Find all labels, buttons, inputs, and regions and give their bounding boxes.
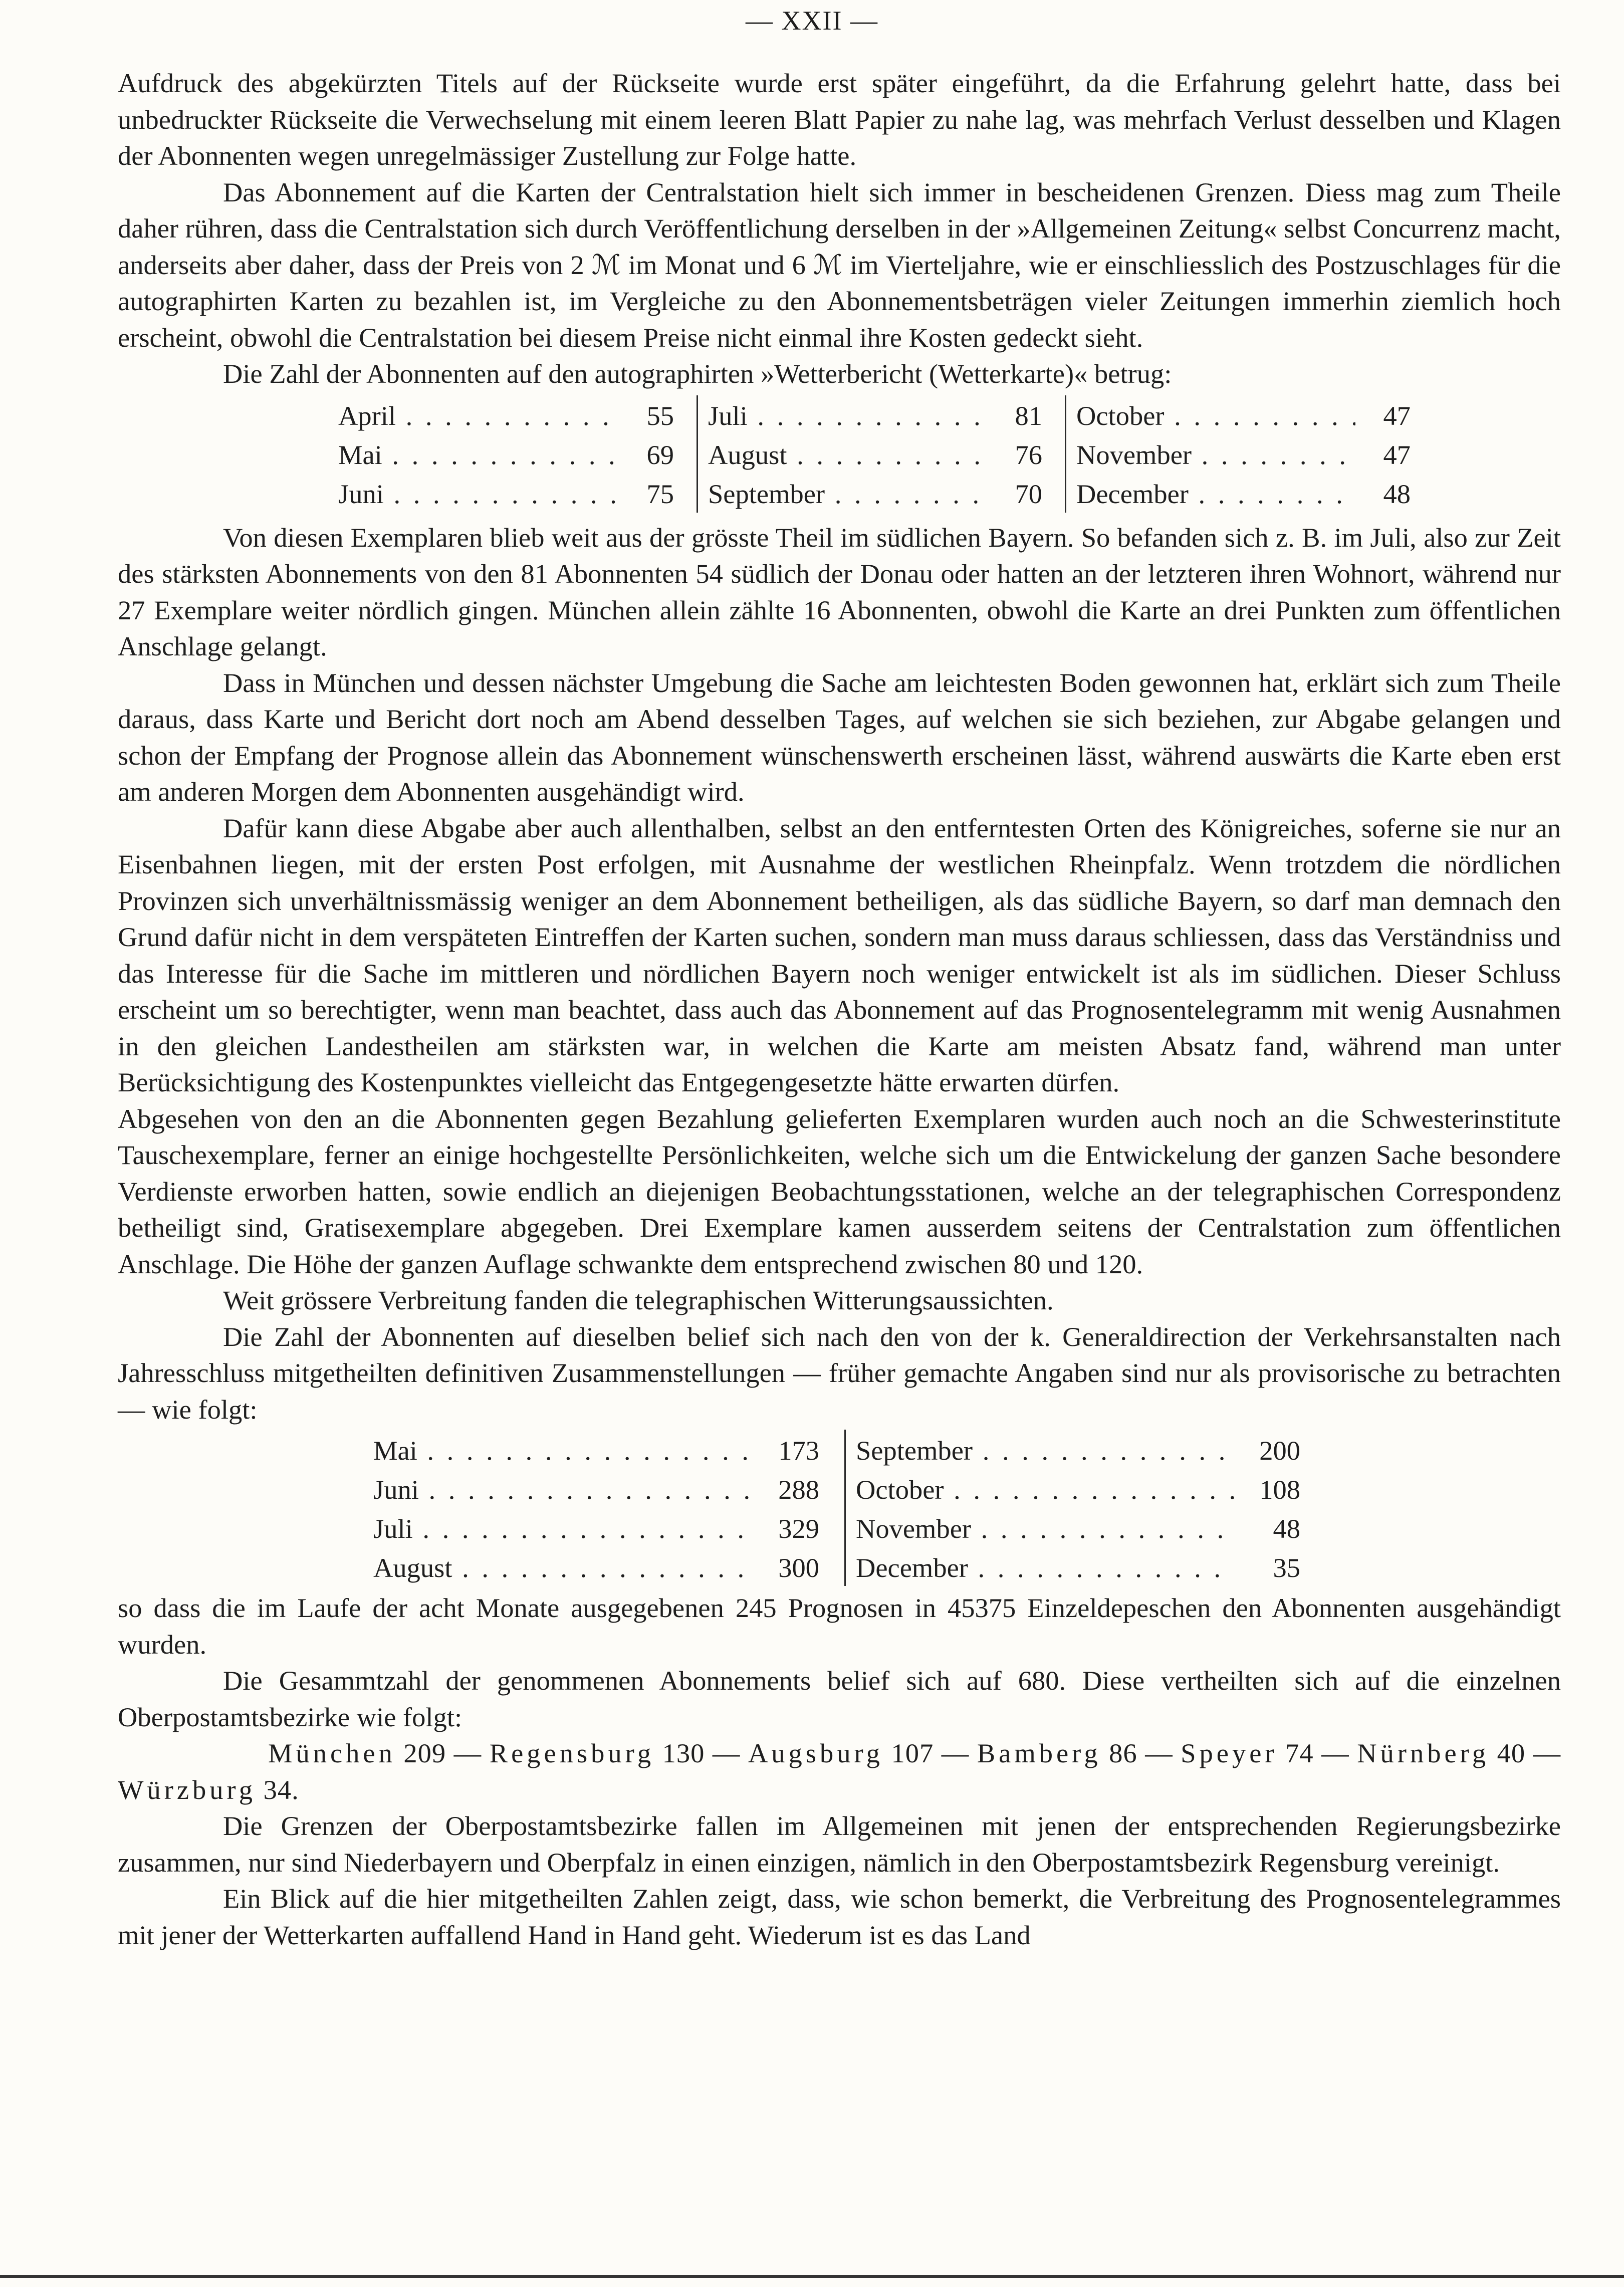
subscriber-count: 75 xyxy=(619,476,674,513)
month-label: November . . . xyxy=(1076,437,1355,474)
city-distribution: München 209 — Regensburg 130 — Augsburg 107 — Bamberg 86 — Speyer 74 — Nürnberg 40 — Würzburg 34. xyxy=(118,1738,1561,1805)
subscriber-count: 48 xyxy=(1355,476,1411,513)
subscriber-count: 70 xyxy=(987,476,1042,513)
paragraph: Die Gesammtzahl der genommenen Abonnements belief sich auf 680. Diese vertheilten sich auf die einzelnen Oberpostamtsbezirke wie folgt: xyxy=(118,1665,1561,1732)
paragraph: Abgesehen von den an die Abonnenten gegen Bezahlung gelieferten Exemplaren wurden auch noch an die Schwesterinstitute Tauschexemplare, ferner an einige hochgestellte Persönlichkeiten, welche sich um die Entwickelung der ganzen Sache besondere Verdienste erworben hatten, sowie endlich an diejenigen Beobachtungsstationen, welche an der telegraphischen Correspondenz betheiligt sind, Gratisexemplare abgegeben. Drei Exemplare kamen ausserdem seitens der Centralstation zum öffentlichen Anschlage. Die Höhe der ganzen Auflage schwankte dem entsprechend zwischen 80 und 120. xyxy=(118,1103,1561,1279)
table-column xyxy=(363,1430,844,1586)
subscriber-count: 47 xyxy=(1355,437,1411,474)
paragraph: Die Zahl der Abonnenten auf dieselben belief sich nach den von der k. Generaldirection der Verkehrsanstalten nach Jahresschluss mitgetheilten definitiven Zusammenstellungen — früher gemachte Angaben sind nur als provisorische zu betrachten — wie folgt: xyxy=(118,1321,1561,1425)
subscriber-count: 55 xyxy=(619,398,674,434)
city-name: Würzburg xyxy=(118,1774,256,1805)
table-row xyxy=(856,1430,1300,1469)
subscriber-count: 108 xyxy=(1235,1472,1300,1508)
paragraph: Das Abonnement auf die Karten der Centralstation hielt sich immer in bescheidenen Grenzen. Diess mag zum Theile daher rühren, dass die Centralstation sich durch Veröffentlichung derselben in der »Allgemeinen Zeitung« selbst Concurrenz macht, anderseits aber daher, dass der Preis von 2 ℳ im Monat und 6 ℳ im Vierteljahre, wie er einschliesslich des Postzuschlages für die autographirten Karten zu bezahlen ist, im Vergleiche zu den Abonnementsbeträgen vieler Zeitungen immerhin ziemlich hoch erscheint, obwohl die Centralstation bei diesem Preise nicht einmal ihre Kosten gedeckt sieht. xyxy=(118,176,1561,353)
month-label: August . . . xyxy=(708,437,987,474)
table-row xyxy=(856,1508,1300,1547)
paragraph: Weit grössere Verbreitung fanden die telegraphischen Witterungsaussichten. xyxy=(223,1285,1054,1315)
month-label: December . . . xyxy=(856,1550,1235,1586)
month-label: August . . . xyxy=(373,1550,754,1586)
table-column xyxy=(697,395,1065,513)
table-row xyxy=(338,434,674,474)
month-label: October . . . xyxy=(856,1472,1235,1508)
subscriber-count: 35 xyxy=(1235,1550,1300,1586)
month-label: April . . . xyxy=(338,398,619,434)
month-label: November . . . xyxy=(856,1511,1235,1547)
paragraph: Die Zahl der Abonnenten auf den autographirten »Wetterbericht (Wetterkarte)« betrug: xyxy=(223,358,1172,389)
subscriber-count: 173 xyxy=(754,1433,819,1469)
month-label: Juli . . . xyxy=(708,398,987,434)
month-label: Juni . . . xyxy=(338,476,619,513)
table-row xyxy=(338,474,674,513)
table-row xyxy=(373,1547,819,1586)
paragraph: Die Grenzen der Oberpostamtsbezirke fallen im Allgemeinen mit jenen der entsprechenden Regierungsbezirke zusammen, nur sind Niederbayern und Oberpfalz in einen einzigen, nämlich in den Oberpostamtsbezirk Regensburg vereinigt. xyxy=(118,1810,1561,1878)
table-row xyxy=(373,1430,819,1469)
table-row xyxy=(1076,434,1411,474)
table-row xyxy=(373,1508,819,1547)
paragraph: Von diesen Exemplaren blieb weit aus der grösste Theil im südlichen Bayern. So befanden sich z. B. im Juli, also zur Zeit des stärksten Abonnements von den 81 Abonnenten 54 südlich der Donau oder hatten an der letzteren ihren Wohnort, während nur 27 Exemplare weiter nördlich gingen. München allein zählte 16 Abonnenten, obwohl die Karte an drei Punkten zum öffentlichen Anschlage gelangt. xyxy=(118,522,1561,661)
paragraph: Aufdruck des abgekürzten Titels auf der Rückseite wurde erst später eingeführt, da die Erfahrung gelehrt hatte, dass bei unbedruckter Rückseite die Verwechselung mit einem leeren Blatt Papier zu nahe lag, was mehrfach Verlust desselben und Klagen der Abonnenten wegen unregelmässiger Zustellung zur Folge hatte. xyxy=(118,68,1561,171)
city-name: Speyer xyxy=(1181,1738,1278,1768)
city-count: 130 xyxy=(662,1738,705,1768)
paragraph: so dass die im Laufe der acht Monate ausgegebenen 245 Prognosen in 45375 Einzeldepeschen den Abonnenten ausgehändigt wurden. xyxy=(118,1592,1561,1660)
month-label: October . . . xyxy=(1076,398,1355,434)
city-name: Regensburg xyxy=(489,1738,655,1768)
subscriber-count: 329 xyxy=(754,1511,819,1547)
table-column xyxy=(1065,395,1433,513)
paragraph: Dass in München und dessen nächster Umgebung die Sache am leichtesten Boden gewonnen hat, erklärt sich zum Theile daraus, dass Karte und Bericht dort noch am Abend desselben Tages, auf welchen sie sich beziehen, zur Abgabe gelangen und schon der Empfang der Prognose allein das Abonnement wünschenswerth erscheinen lässt, während auswärts die Karte eben erst am anderen Morgen dem Abonnenten ausgehändigt wird. xyxy=(118,667,1561,807)
page-bottom-rule xyxy=(0,2275,1624,2278)
subscriber-count: 47 xyxy=(1355,398,1411,434)
table-row xyxy=(708,434,1042,474)
paragraph: Ein Blick auf die hier mitgetheilten Zahlen zeigt, dass, wie schon bemerkt, die Verbreitung des Prognosentelegrammes mit jener der Wetterkarten auffallend Hand in Hand geht. Wiederum ist es das Land xyxy=(118,1883,1561,1950)
subscriber-count: 76 xyxy=(987,437,1042,474)
table-row xyxy=(1076,474,1411,513)
table-column xyxy=(328,395,697,513)
table-row xyxy=(708,474,1042,513)
map-subscribers-table xyxy=(328,395,1561,513)
table-column xyxy=(844,1430,1325,1586)
month-label: Juni . . . xyxy=(373,1472,754,1508)
city-count: 40 xyxy=(1497,1738,1526,1768)
city-count: 74 xyxy=(1285,1738,1314,1768)
table-row xyxy=(1076,395,1411,434)
subscriber-count: 200 xyxy=(1235,1433,1300,1469)
month-label: Mai . . . xyxy=(338,437,619,474)
table-row xyxy=(373,1469,819,1508)
subscriber-count: 288 xyxy=(754,1472,819,1508)
month-label: December . . . xyxy=(1076,476,1355,513)
table-row xyxy=(338,395,674,434)
table-row xyxy=(856,1469,1300,1508)
month-label: September . . . xyxy=(708,476,987,513)
table-row xyxy=(708,395,1042,434)
subscriber-count: 300 xyxy=(754,1550,819,1586)
city-name: Augsburg xyxy=(748,1738,883,1768)
subscriber-count: 81 xyxy=(987,398,1042,434)
month-label: Mai . . . xyxy=(373,1433,754,1469)
subscriber-count: 48 xyxy=(1235,1511,1300,1547)
table-row xyxy=(856,1547,1300,1586)
subscriber-count: 69 xyxy=(619,437,674,474)
page-number-header: — XXII — xyxy=(746,6,878,36)
city-count: 86 xyxy=(1109,1738,1137,1768)
month-label: Juli . . . xyxy=(373,1511,754,1547)
city-name: München xyxy=(268,1738,396,1768)
city-name: Bamberg xyxy=(977,1738,1101,1768)
month-label: September . . . xyxy=(856,1433,1235,1469)
body-text xyxy=(118,65,1561,1953)
city-count: 209 xyxy=(403,1738,446,1768)
paragraph: Dafür kann diese Abgabe aber auch allenthalben, selbst an den entferntesten Orten des Königreiches, soferne sie nur an Eisenbahnen liegen, mit der ersten Post erfolgen, mit Ausnahme der westlichen Rheinpfalz. Wenn trotzdem die nördlichen Provinzen sich unverhältnissmässig weniger an dem Abonnement betheiligen, als das südliche Bayern, so darf man demnach den Grund dafür nicht in dem verspäteten Eintreffen der Karten suchen, sondern man muss daraus schliessen, dass das Verständniss und das Interesse für die Sache im mittleren und nördlichen Bayern noch weniger entwickelt ist als im südlichen. Dieser Schluss erscheint um so berechtigter, wenn man beachtet, dass auch das Abonnement auf das Prognosentelegramm mit wenig Ausnahmen in den gleichen Landestheilen am stärksten war, in welchen die Karte am meisten Absatz fand, während man unter Berücksichtigung des Kostenpunktes vielleicht das Entgegengesetzte hätte erwarten dürfen. xyxy=(118,812,1561,1097)
city-count: 107 xyxy=(891,1738,934,1768)
forecast-subscribers-table xyxy=(363,1430,1561,1586)
city-count: 34 xyxy=(263,1774,292,1805)
city-name: Nürnberg xyxy=(1357,1738,1490,1768)
